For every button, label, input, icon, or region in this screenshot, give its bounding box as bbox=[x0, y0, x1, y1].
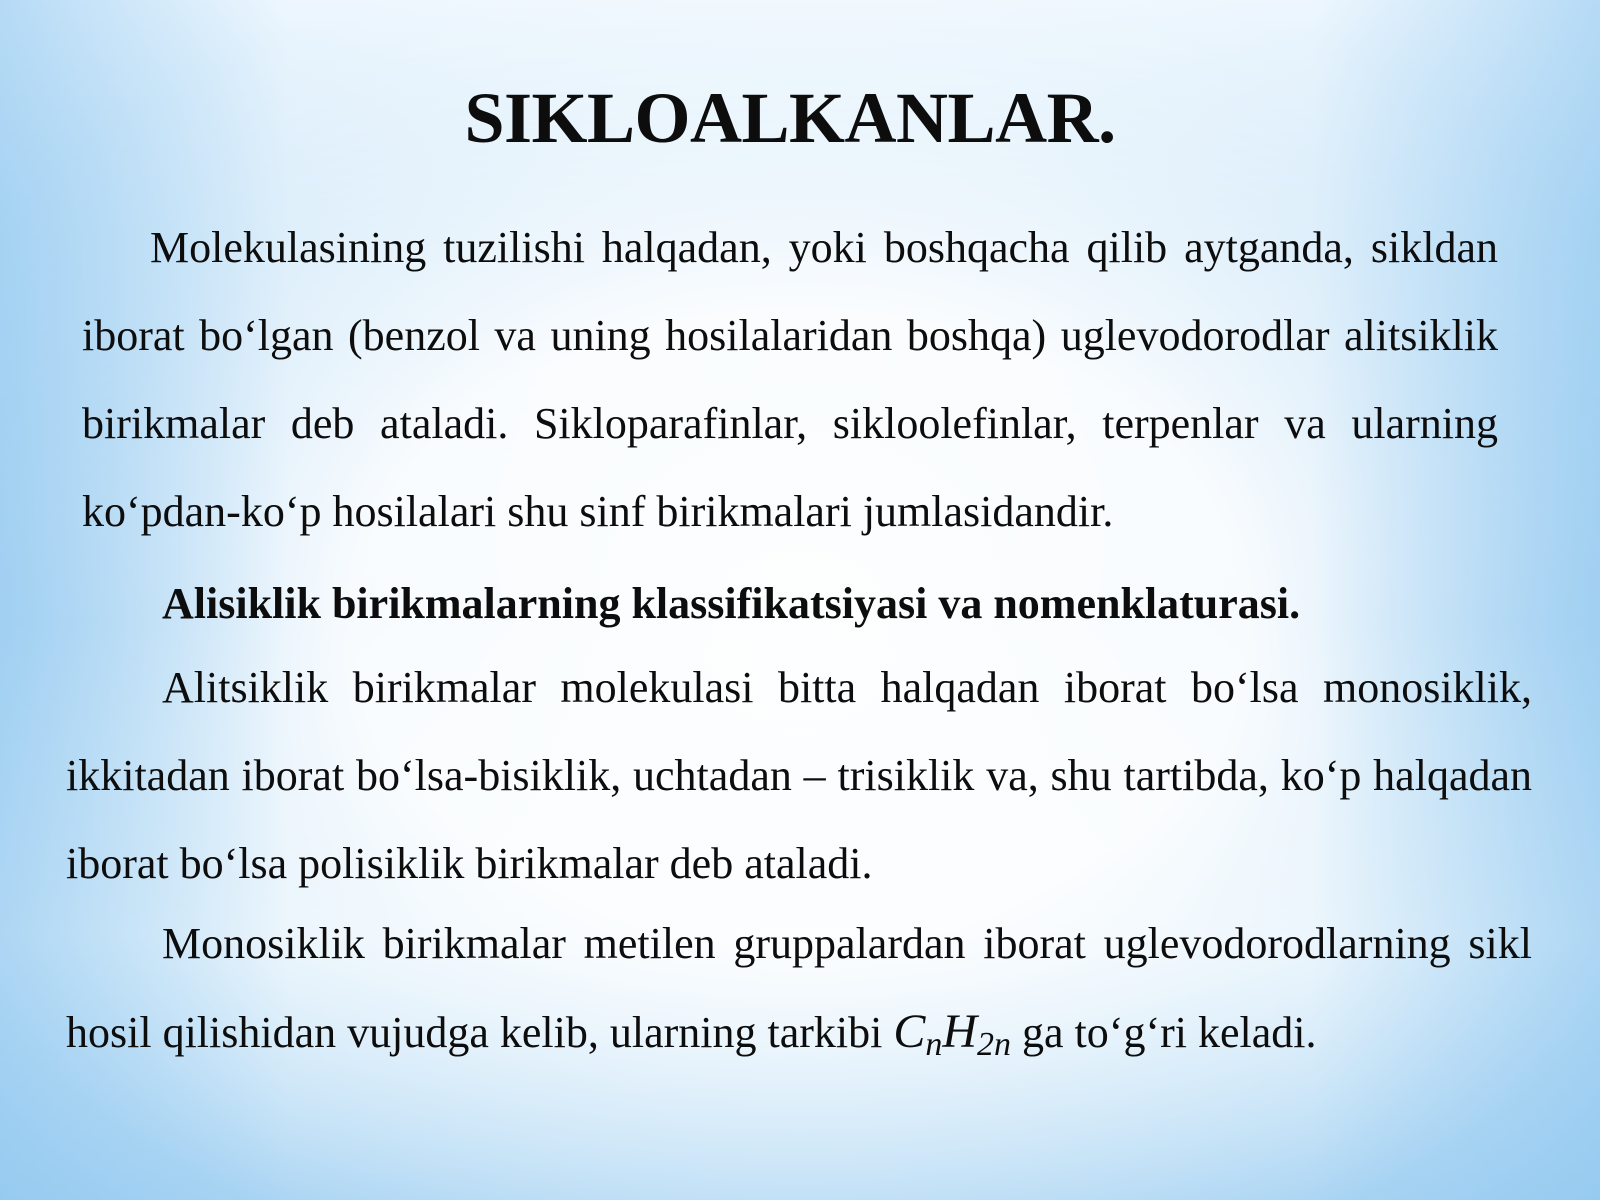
formula-h-subscript: 2n bbox=[977, 1026, 1012, 1063]
monocyclic-text-end: ga to‘g‘ri keladi. bbox=[1011, 1008, 1317, 1057]
monocyclic-text: Monosiklik birikmalar metilen gruppalardan iborat uglevodorodlarning sikl hosil qilishidan vujudga kelib, ularning tarkibi bbox=[66, 919, 1532, 1057]
formula-h: H bbox=[942, 1005, 978, 1058]
formula-cnh2n bbox=[893, 1005, 1012, 1063]
section-heading: Alisiklik birikmalarning klassifikatsiyasi va nomenklaturasi. bbox=[162, 579, 1301, 628]
formula-c-subscript: n bbox=[925, 1026, 943, 1063]
classification-paragraph: Alitsiklik birikmalar molekulasi bitta halqadan iborat bo‘lsa monosiklik, ikkitadan iborat bo‘lsa-bisiklik, uchtadan – trisiklik va, shu tartibda, ko‘p halqadan iborat bo‘lsa polisiklik birikmalar deb ataladi. bbox=[66, 663, 1532, 888]
monocyclic-paragraph bbox=[66, 900, 1532, 1077]
formula-c: C bbox=[893, 1005, 926, 1058]
slide-title: SIKLOALKANLAR. bbox=[464, 78, 1116, 158]
intro-paragraph: Molekulasining tuzilishi halqadan, yoki boshqacha qilib aytganda, sikldan iborat bo‘lgan (benzol va uning hosilalaridan boshqa) uglevodorodlar alitsiklik birikmalar deb ataladi. Sikloparafinlar, sikloolefinlar, terpenlar va ularning ko‘pdan-ko‘p hosilalari shu sinf birikmalari jumlasidandir. bbox=[82, 223, 1498, 536]
